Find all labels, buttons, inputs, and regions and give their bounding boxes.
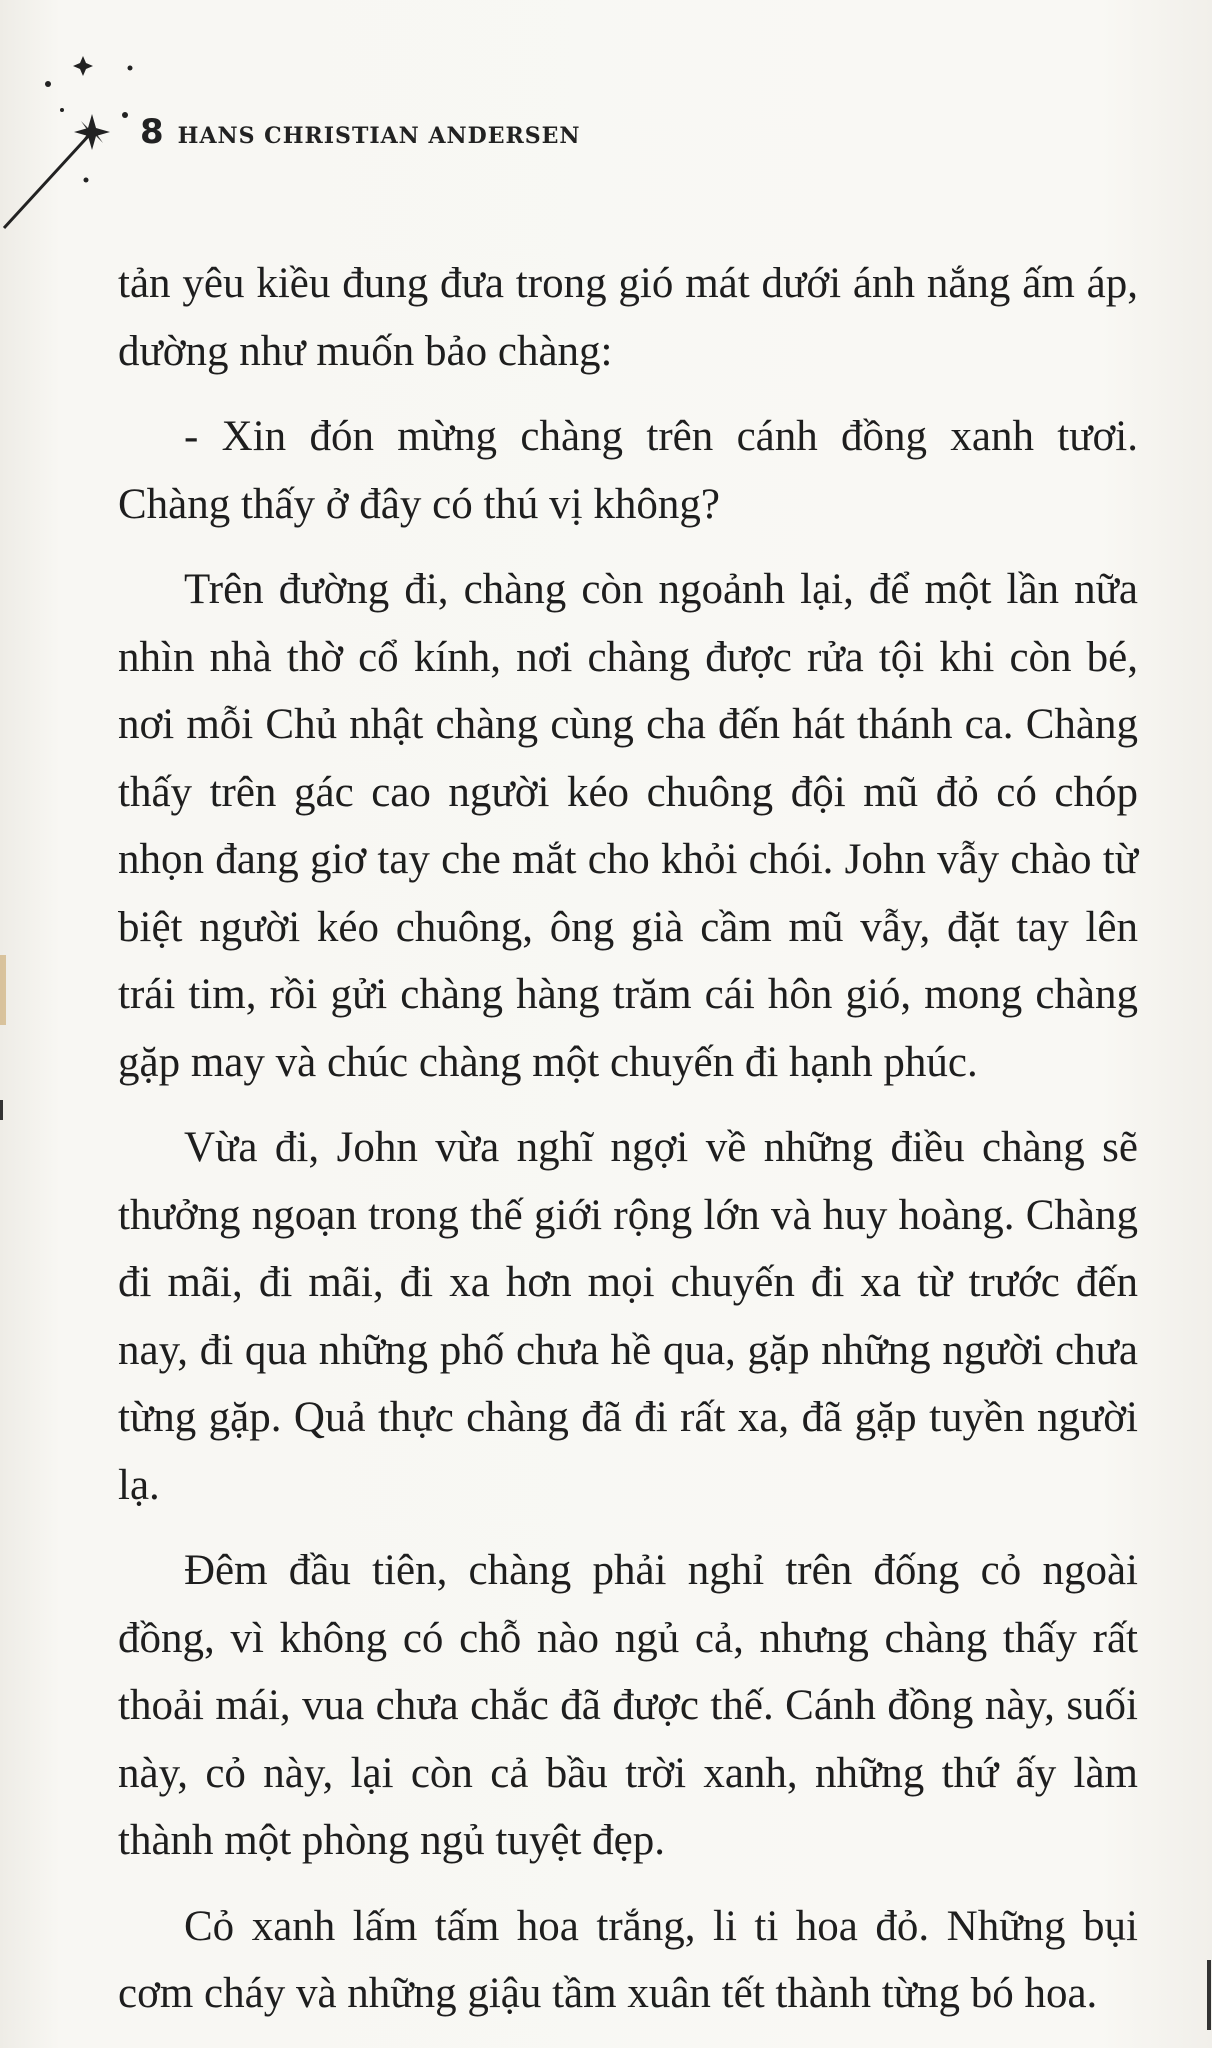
paragraph: Vừa đi, John vừa nghĩ ngợi về những điều chàng sẽ thưởng ngoạn trong thế giới rộng lớn và huy hoàng. Chàng đi mãi, đi mãi, đi xa hơn mọi chuyến đi xa từ trước đến nay, đi qua những phố chưa hề qua, gặp những người chưa từng gặp. Quả thực chàng đã đi rất xa, đã gặp tuyền người lạ. xyxy=(118,1124,1138,1509)
paragraph-dialogue: - Xin đón mừng chàng trên cánh đồng xanh tươi. Chàng thấy ở đây có thú vị không? xyxy=(118,413,1138,528)
page-edge-mark xyxy=(0,955,6,1025)
paragraph: Trên đường đi, chàng còn ngoảnh lại, để một lần nữa nhìn nhà thờ cổ kính, nơi chàng được rửa tội khi còn bé, nơi mỗi Chủ nhật chàng cùng cha đến hát thánh ca. Chàng thấy trên gác cao người kéo chuông đội mũ đỏ có chóp nhọn đang giơ tay che mắt cho khỏi chói. John vẫy chào từ biệt người kéo chuông, ông già cầm mũ vẫy, đặt tay lên trái tim, rồi gửi chàng hàng trăm cái hôn gió, mong chàng gặp may và chúc chàng một chuyến đi hạnh phúc. xyxy=(118,566,1138,1086)
magic-wand-sparkle-icon xyxy=(0,40,150,230)
paragraph: tản yêu kiều đung đưa trong gió mát dưới ánh nắng ấm áp, dường như muốn bảo chàng: xyxy=(118,260,1138,375)
page-number: 8 xyxy=(140,112,164,152)
book-author-title: HANS CHRISTIAN ANDERSEN xyxy=(177,123,581,149)
page-edge-mark xyxy=(0,1100,3,1120)
paragraph: Đêm đầu tiên, chàng phải nghỉ trên đống cỏ ngoài đồng, vì không có chỗ nào ngủ cả, nhưng chàng thấy rất thoải mái, vua chưa chắc đã được thế. Cánh đồng này, suối này, cỏ này, lại còn cả bầu trời xanh, những thứ ấy làm thành một phòng ngủ tuyệt đẹp. xyxy=(118,1547,1138,1864)
body-text xyxy=(118,250,1138,2046)
paragraph: Cỏ xanh lấm tấm hoa trắng, li ti hoa đỏ. Những bụi cơm cháy và những giậu tầm xuân tết thành từng bó hoa. xyxy=(118,1902,1138,2017)
page-edge-mark xyxy=(1207,1960,1211,2030)
running-header xyxy=(140,112,581,152)
